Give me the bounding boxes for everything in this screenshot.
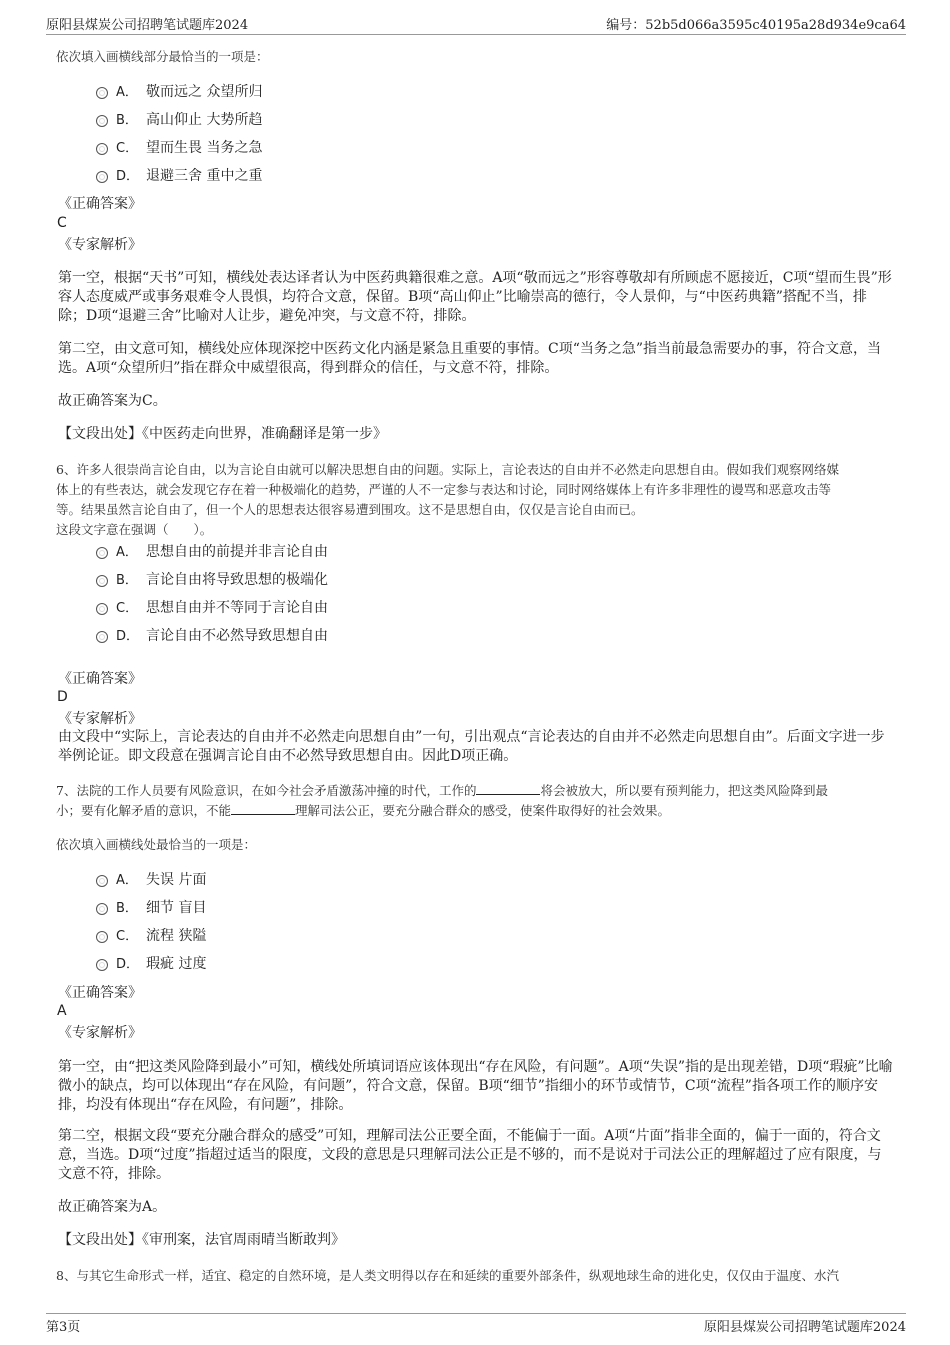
radio-button-icon[interactable] bbox=[96, 603, 108, 615]
q5-option-c[interactable]: C． 望而生畏 当务之急 bbox=[96, 138, 262, 158]
q7-option-a[interactable]: A． 失误 片面 bbox=[96, 870, 206, 890]
q6-option-b[interactable]: B． 言论自由将导致思想的极端化 bbox=[96, 570, 328, 590]
q6-option-d[interactable]: D． 言论自由不必然导致思想自由 bbox=[96, 626, 328, 646]
q6-option-c[interactable]: C． 思想自由并不等同于言论自由 bbox=[96, 598, 328, 618]
q6-stem-line-3: 等。结果虽然言论自由了，但一个人的思想表达很容易遭到围攻。这不是思想自由，仅仅是言论自由而已。 bbox=[56, 502, 644, 517]
q6-question: 这段文字意在强调（ ）。 bbox=[56, 522, 213, 537]
q7-analysis-label: 《专家解析》 bbox=[58, 1025, 142, 1041]
q7-option-b[interactable]: B． 细节 盲目 bbox=[96, 898, 206, 918]
q7-option-c[interactable]: C． 流程 狭隘 bbox=[96, 926, 206, 946]
radio-button-icon[interactable] bbox=[96, 87, 108, 99]
blank-1 bbox=[476, 782, 540, 795]
q5-analysis-para-1: 第一空，根据“天书”可知，横线处表达译者认为中医药典籍很难之意。A项“敬而远之”形容尊敬却有所顾虑不愿接近，C项“望而生畏”形容人态度威严或事务艰难令人畏惧，均符合文意，保留。B项“高山仰止”比喻崇高的德行，令人景仰，与“中医药典籍”搭配不当，排除；D项“退避三舍”比喻对人让步，避免冲突，与文意不符，排除。 bbox=[58, 270, 892, 324]
q5-answer-label: 《正确答案》 bbox=[58, 196, 142, 212]
q6-stem-line-1: 6、许多人很崇尚言论自由，以为言论自由就可以解决思想自由的问题。实际上，言论表达的自由并不必然走向思想自由。假如我们观察网络媒 bbox=[56, 462, 839, 477]
radio-button-icon[interactable] bbox=[96, 171, 108, 183]
header-title: 原阳县煤炭公司招聘笔试题库2024 bbox=[46, 18, 249, 33]
q7-analysis-conclusion: 故正确答案为A。 bbox=[58, 1199, 167, 1215]
q5-analysis-label: 《专家解析》 bbox=[58, 237, 142, 253]
q6-answer-label: 《正确答案》 bbox=[58, 671, 142, 687]
q6-option-a[interactable]: A． 思想自由的前提并非言论自由 bbox=[96, 542, 328, 562]
q6-answer: D bbox=[57, 689, 68, 705]
q6-analysis: 由文段中“实际上，言论表达的自由并不必然走向思想自由”一句，引出观点“言论表达的自由并不必然走向思想自由”。后面文字进一步举例论证。即文段意在强调言论自由不必然导致思想自由。因此D项正确。 bbox=[58, 729, 885, 764]
radio-button-icon[interactable] bbox=[96, 631, 108, 643]
footer-title: 原阳县煤炭公司招聘笔试题库2024 bbox=[703, 1320, 906, 1335]
q7-answer: A bbox=[57, 1003, 67, 1019]
q5-analysis-para-2: 第二空，由文意可知，横线处应体现深挖中医药文化内涵是紧急且重要的事情。C项“当务之急”指当前最急需要办的事，符合文意，当选。A项“众望所归”指在群众中威望很高，得到群众的信任，与文意不符，排除。 bbox=[58, 341, 882, 376]
q7-prompt: 依次填入画横线处最恰当的一项是： bbox=[56, 837, 257, 852]
radio-button-icon[interactable] bbox=[96, 547, 108, 559]
q5-source: 【文段出处】《中医药走向世界，准确翻译是第一步》 bbox=[58, 426, 387, 442]
q5-option-a[interactable]: A． 敬而远之 众望所归 bbox=[96, 82, 262, 102]
q7-analysis-para-2: 第二空，根据文段“要充分融合群众的感受”可知，理解司法公正要全面，不能偏于一面。A项“片面”指非全面的，偏于一面的，符合文意，当选。D项“过度”指超过适当的限度，文段的意思是只理解司法公正是不够的，而不是说对于司法公正的理解超过了应有限度，与文意不符，排除。 bbox=[58, 1128, 882, 1182]
q7-option-d[interactable]: D． 瑕疵 过度 bbox=[96, 954, 206, 974]
header-doc-id: 编号：52b5d066a3595c40195a28d934e9ca64 bbox=[606, 18, 906, 33]
q6-analysis-label: 《专家解析》 bbox=[58, 711, 142, 727]
blank-2 bbox=[231, 802, 295, 815]
q6-stem-line-2: 体上的有些表达，就会发现它存在着一种极端化的趋势，严谨的人不一定参与表达和讨论，同时网络媒体上有许多非理性的谩骂和恶意攻击等 bbox=[56, 482, 832, 497]
q7-stem-line-2: 小；要有化解矛盾的意识，不能 理解司法公正，要充分融合群众的感受，使案件取得好的社会效果。 bbox=[56, 803, 671, 818]
radio-button-icon[interactable] bbox=[96, 959, 108, 971]
page-header bbox=[46, 14, 906, 35]
q7-analysis-para-1: 第一空，由“把这类风险降到最小”可知，横线处所填词语应该体现出“存在风险，有问题”。A项“失误”指的是出现差错，D项“瑕疵”比喻微小的缺点，均可以体现出“存在风险，有问题”，符合文意，保留。B项“细节”指细小的环节或情节，C项“流程”指各项工作的顺序安排，均没有体现出“存在风险，有问题”，排除。 bbox=[58, 1059, 893, 1113]
radio-button-icon[interactable] bbox=[96, 903, 108, 915]
radio-button-icon[interactable] bbox=[96, 575, 108, 587]
q5-answer: C bbox=[57, 215, 67, 231]
q8-stem: 8、与其它生命形式一样，适宜、稳定的自然环境，是人类文明得以存在和延续的重要外部条件，纵观地球生命的进化史，仅仅由于温度、水汽 bbox=[56, 1268, 839, 1283]
q5-option-b[interactable]: B． 高山仰止 大势所趋 bbox=[96, 110, 262, 130]
radio-button-icon[interactable] bbox=[96, 143, 108, 155]
q5-option-d[interactable]: D． 退避三舍 重中之重 bbox=[96, 166, 262, 186]
q7-answer-label: 《正确答案》 bbox=[58, 985, 142, 1001]
radio-button-icon[interactable] bbox=[96, 115, 108, 127]
page-footer bbox=[46, 1313, 906, 1338]
q5-analysis-conclusion: 故正确答案为C。 bbox=[58, 393, 167, 409]
page-number: 第3页 bbox=[46, 1320, 81, 1335]
q5-prompt: 依次填入画横线部分最恰当的一项是： bbox=[56, 49, 269, 64]
radio-button-icon[interactable] bbox=[96, 931, 108, 943]
radio-button-icon[interactable] bbox=[96, 875, 108, 887]
q7-source: 【文段出处】《审刑案，法官周雨晴当断敢判》 bbox=[58, 1232, 345, 1248]
q7-stem-line-1: 7、法院的工作人员要有风险意识，在如今社会矛盾激荡冲撞的时代，工作的 将会被放大，所以要有预判能力，把这类风险降到最 bbox=[56, 783, 828, 798]
